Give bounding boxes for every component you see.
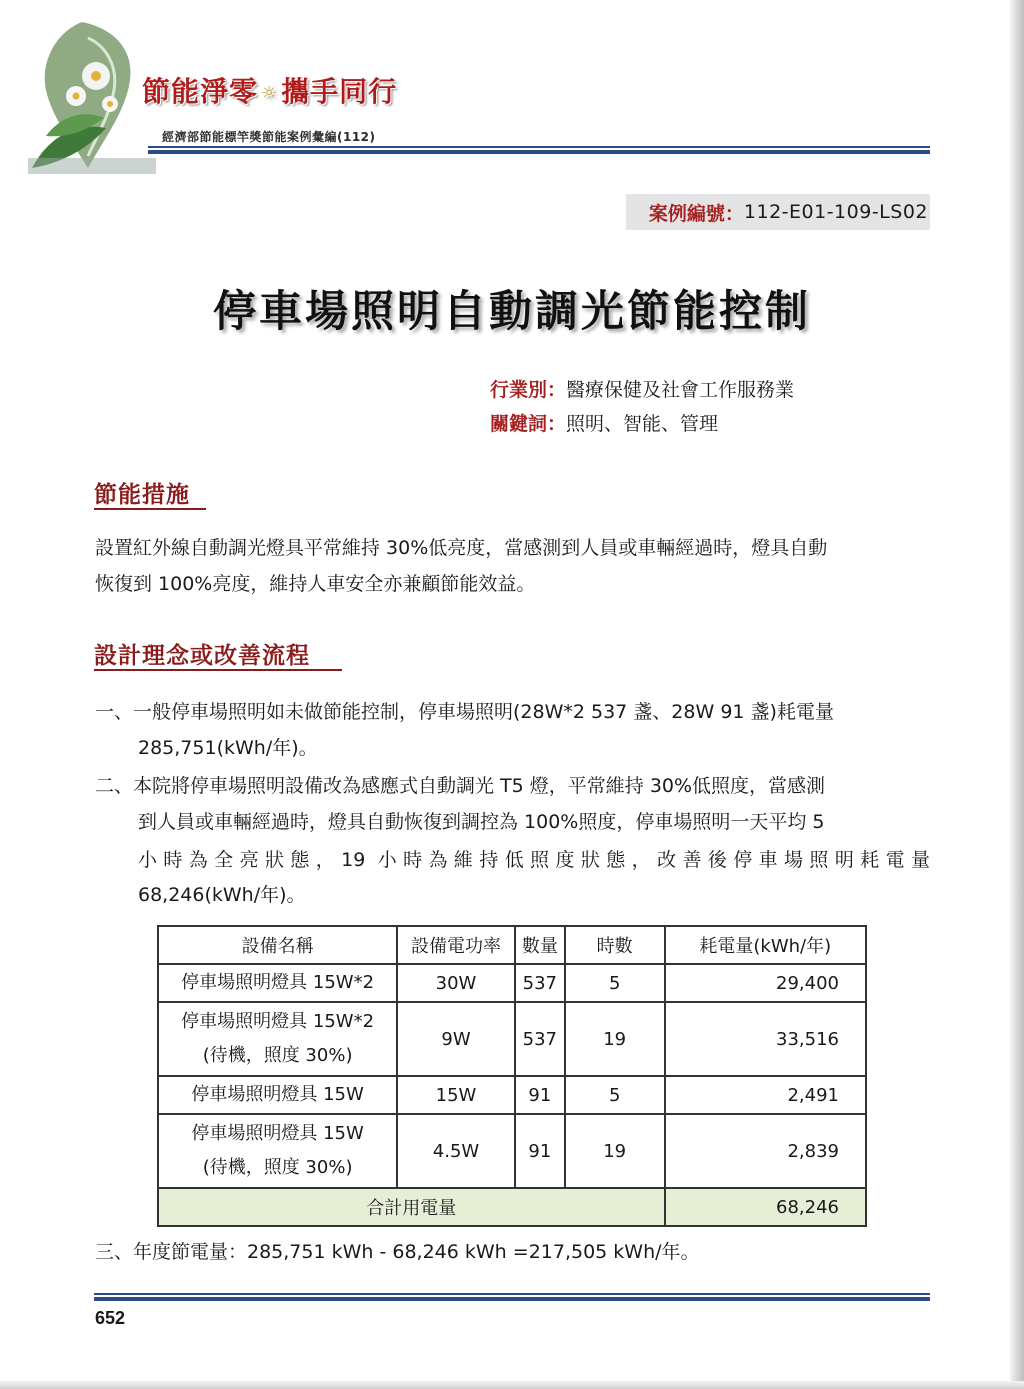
- kwh-cell: 33,516: [665, 1002, 867, 1076]
- quantity-cell: 537: [515, 1002, 565, 1076]
- keywords-label: 關鍵詞：: [490, 413, 567, 435]
- table-row: [158, 1114, 866, 1188]
- quantity-cell: 537: [515, 964, 565, 1002]
- case-number-box: [626, 194, 930, 230]
- list-item-3-line: 三、年度節電量：285,751 kWh - 68,246 kWh =217,505 kWh/年。: [95, 1241, 700, 1263]
- measures-text-line: 設置紅外線自動調光燈具平常維持 30%低亮度，當感測到人員或車輛經過時，燈具自動: [95, 537, 828, 559]
- page-edge-shadow: [1010, 0, 1024, 1389]
- hours-cell: 5: [565, 964, 665, 1002]
- quantity-cell: 91: [515, 1076, 565, 1114]
- equipment-name-cell: [158, 1114, 397, 1188]
- equipment-name-cell: 停車場照明燈具 15W*2: [158, 964, 397, 1002]
- list-item-2-line: 二、本院將停車場照明設備改為感應式自動調光 T5 燈，平常維持 30%低照度，當感測: [95, 775, 826, 797]
- hours-cell: 5: [565, 1076, 665, 1114]
- list-item-2-line: 到人員或車輛經過時，燈具自動恢復到調控為 100%照度，停車場照明一天平均 5: [138, 811, 825, 833]
- slogan: [142, 70, 397, 110]
- section-heading-measures: 節能措施: [94, 482, 190, 508]
- kwh-cell: 2,491: [665, 1076, 867, 1114]
- section-heading-underline: [94, 508, 206, 510]
- equipment-name-line: 停車場照明燈具 15W: [191, 1123, 364, 1144]
- table-header-cell: 設備電功率: [397, 926, 515, 964]
- section-heading-design: 設計理念或改善流程: [94, 643, 310, 669]
- total-label-cell: 合計用電量: [158, 1188, 665, 1226]
- equipment-name-cell: 停車場照明燈具 15W: [158, 1076, 397, 1114]
- page-number: 652: [95, 1308, 126, 1328]
- power-cell: 15W: [397, 1076, 515, 1114]
- table-row: [158, 1076, 866, 1114]
- industry-value: 醫療保健及社會工作服務業: [566, 379, 795, 401]
- table-header-row: [158, 926, 866, 964]
- slogan-right: 攜手同行: [281, 75, 398, 108]
- industry-label: 行業別：: [490, 379, 567, 401]
- power-cell: 4.5W: [397, 1114, 515, 1188]
- footer-rule-thin: [94, 1293, 930, 1295]
- equipment-name-line: 停車場照明燈具 15W*2: [181, 1011, 375, 1032]
- table-header-cell: 時數: [565, 926, 665, 964]
- quantity-cell: 91: [515, 1114, 565, 1188]
- header-rule-thin: [148, 146, 930, 148]
- series-title: 經濟部節能標竿獎節能案例彙編(112): [162, 130, 376, 144]
- sun-icon: ☼: [261, 83, 279, 104]
- list-item-2-line: 68,246(kWh/年)。: [138, 884, 306, 906]
- power-cell: 30W: [397, 964, 515, 1002]
- case-number-label: 案例編號：: [648, 202, 744, 225]
- table-row: [158, 964, 866, 1002]
- case-number-value: 112-E01-109-LS02: [743, 201, 928, 223]
- equipment-name-note: (待機，照度 30%): [202, 1045, 353, 1066]
- table-total-row: [158, 1188, 866, 1226]
- equipment-name-note: (待機，照度 30%): [202, 1157, 353, 1178]
- kwh-cell: 29,400: [665, 964, 867, 1002]
- header-rule-thick: [148, 150, 930, 154]
- keywords-line: [490, 409, 718, 436]
- table-header-cell: 耗電量(kWh/年): [665, 926, 867, 964]
- hours-cell: 19: [565, 1114, 665, 1188]
- list-item-2-line: 小時為全亮狀態，19 小時為維持低照度狀態，改善後停車場照明耗電量: [138, 849, 930, 871]
- list-item-1-line: 285,751(kWh/年)。: [138, 737, 318, 759]
- hours-cell: 19: [565, 1002, 665, 1076]
- taiwan-leaf-logo: [22, 18, 162, 178]
- page-edge-shadow-bottom: [0, 1381, 1024, 1389]
- measures-text-line: 恢復到 100%亮度，維持人車安全亦兼顧節能效益。: [95, 573, 536, 595]
- table-row: [158, 1002, 866, 1076]
- power-cell: 9W: [397, 1002, 515, 1076]
- slogan-left: 節能淨零: [142, 75, 259, 108]
- list-item-1-line: 一、一般停車場照明如未做節能控制，停車場照明(28W*2 537 盞、28W 91 盞)耗電量: [95, 701, 834, 723]
- total-value-cell: 68,246: [665, 1188, 867, 1226]
- table-header-cell: 設備名稱: [158, 926, 397, 964]
- table-header-cell: 數量: [515, 926, 565, 964]
- footer-rule-thick: [94, 1297, 930, 1301]
- equipment-name-cell: [158, 1002, 397, 1076]
- industry-line: [490, 375, 794, 402]
- section-heading-underline: [94, 669, 342, 671]
- kwh-cell: 2,839: [665, 1114, 867, 1188]
- keywords-value: 照明、智能、管理: [566, 413, 719, 435]
- equipment-table: [157, 925, 867, 1227]
- page-title: 停車場照明自動調光節能控制: [213, 287, 811, 337]
